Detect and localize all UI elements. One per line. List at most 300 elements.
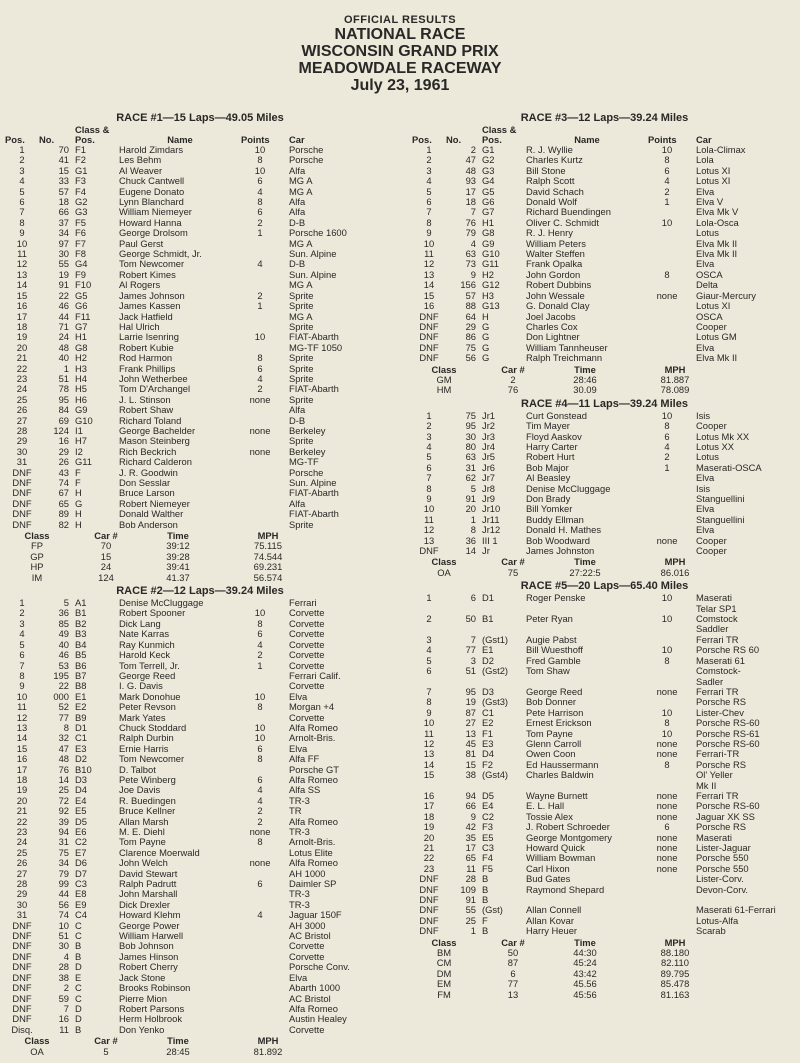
driver-name-cell: Pete Harrison	[526, 706, 584, 718]
summary-mph-cell: 86.016	[660, 566, 690, 578]
class-position-cell: G9	[482, 237, 495, 249]
driver-name-cell: Robert Hurt	[526, 451, 575, 463]
position-cell: 1	[19, 144, 25, 155]
race-2-summary-rows	[5, 1047, 323, 1057]
car-number-cell: 17	[465, 842, 476, 853]
car-cell: Comstock-	[696, 665, 741, 677]
car-number-cell: 10	[58, 919, 69, 931]
position-cell: DNF	[12, 508, 32, 520]
summary-class-cell: HP	[30, 561, 44, 573]
points-cell	[241, 457, 279, 467]
car-number-cell: 75	[58, 846, 69, 858]
position-cell: 12	[423, 524, 435, 536]
points-cell: 4	[257, 185, 263, 197]
points-cell: 4	[257, 784, 263, 796]
class-position-cell: G	[482, 331, 490, 343]
class-position-cell: G	[482, 341, 490, 353]
car-cell: Alfa	[289, 164, 306, 176]
car-number-cell: 75	[465, 409, 476, 421]
car-cell: Alfa Romeo	[289, 721, 338, 733]
car-cell: Lotus Elite	[289, 846, 333, 858]
car-number-cell: 66	[58, 206, 69, 218]
race-3-rows	[412, 145, 797, 364]
summary-class-cell: IM	[31, 571, 43, 583]
summary-car-cell: 24	[100, 561, 112, 573]
points-cell	[241, 962, 279, 972]
car-number-cell: 16	[58, 1013, 69, 1025]
points-cell: 2	[664, 451, 670, 463]
position-cell: 3	[426, 430, 432, 442]
points-cell: none	[656, 842, 678, 853]
points-cell: 2	[664, 185, 670, 197]
car-number-cell: 36	[465, 534, 476, 546]
summary-car-cell: 124	[98, 571, 114, 583]
driver-name-cell: J. L. Stinson	[119, 393, 171, 405]
car-number-cell: 71	[58, 320, 69, 332]
driver-name-cell: Curt Gonstead	[526, 409, 587, 421]
driver-name-cell: I. G. Davis	[119, 680, 163, 692]
driver-name-cell: James Kassen	[119, 300, 181, 312]
class-position-cell: G8	[482, 227, 495, 239]
car-number-cell: 38	[58, 971, 69, 983]
car-cell: MG A	[289, 185, 313, 197]
points-cell: none	[249, 393, 271, 405]
driver-name-cell: William Bowman	[526, 852, 596, 864]
position-cell: 10	[423, 237, 435, 249]
class-position-cell: H3	[75, 362, 87, 374]
driver-name-cell: Fred Gamble	[526, 654, 581, 666]
summary-class-cell: CM	[436, 957, 452, 969]
result-row	[412, 666, 797, 676]
driver-name-cell: Don Sesslar	[119, 477, 171, 488]
class-position-cell: B	[482, 894, 489, 906]
driver-name-cell: R. Buedingen	[119, 794, 176, 806]
class-position-cell: H	[75, 518, 82, 530]
summary-mph-cell: 81.892	[253, 1045, 283, 1057]
position-cell: 3	[19, 617, 25, 629]
car-number-cell: 62	[465, 472, 476, 484]
car-cell: Maserati	[696, 592, 732, 604]
points-cell: none	[656, 789, 678, 801]
car-cell: Elva	[289, 971, 308, 983]
driver-name-cell: William Harwell	[119, 930, 184, 942]
driver-name-cell: Don Brady	[526, 493, 571, 504]
car-number-cell: 37	[58, 216, 69, 228]
points-cell	[241, 488, 279, 498]
car-number-cell: 51	[465, 665, 476, 677]
class-position-cell: H	[75, 508, 82, 520]
position-cell: 21	[16, 805, 28, 817]
summary-car-cell: 87	[507, 957, 519, 969]
points-cell	[648, 546, 686, 556]
summary-class-header: Class	[431, 556, 457, 568]
driver-name-cell: Augie Pabst	[526, 633, 577, 645]
class-position-cell: III 1	[482, 534, 498, 546]
class-position-cell: C	[75, 919, 82, 931]
car-number-cell: 51	[58, 372, 69, 384]
class-position-cell: G5	[75, 289, 88, 301]
points-cell: 6	[257, 773, 263, 785]
car-cell: Sprite	[289, 289, 314, 301]
car-number-cell: 93	[465, 175, 476, 187]
car-number-cell: 75	[465, 341, 476, 353]
position-cell: 11	[17, 701, 27, 713]
class-position-cell: D4	[482, 748, 494, 760]
position-cell: 13	[16, 721, 28, 733]
car-cell: MG A	[289, 175, 313, 187]
position-cell: 11	[424, 248, 434, 260]
car-number-cell: 80	[465, 440, 476, 452]
summary-row	[5, 573, 323, 583]
car-number-cell: 8	[63, 721, 69, 733]
points-cell	[648, 353, 686, 363]
car-number-cell	[446, 781, 482, 791]
car-number-cell: 55	[465, 904, 476, 916]
driver-name-cell: Denise McCluggage	[526, 482, 611, 494]
car-cell: Delta	[696, 279, 718, 291]
driver-name-cell: Mark Donohue	[119, 690, 181, 702]
class-position-cell: B	[75, 940, 82, 952]
class-position-cell: H1	[75, 331, 87, 343]
summary-car-header: Car #	[501, 363, 525, 375]
driver-name-cell: Chuck Stoddard	[119, 721, 187, 733]
car-cell: Elva Mk II	[696, 237, 738, 249]
car-number-cell: 56	[465, 352, 476, 364]
driver-name-cell: George Montgomery	[526, 831, 612, 843]
driver-name-cell: Buddy Ellman	[526, 513, 584, 525]
race-5-rows	[412, 593, 797, 936]
class-position-cell: E3	[482, 737, 494, 749]
driver-name-cell: Chuck Cantwell	[119, 175, 185, 187]
car-cell: Cooper	[696, 320, 727, 332]
car-cell: Ferrari-TR	[696, 748, 740, 760]
car-number-cell: 7	[470, 206, 476, 218]
class-position-cell: D1	[482, 592, 494, 604]
car-number-cell: 63	[465, 451, 476, 463]
car-cell: Corvette	[289, 950, 325, 962]
summary-time-cell: 39:12	[166, 540, 190, 552]
summary-car-cell: 6	[510, 967, 516, 979]
car-number-cell: 34	[58, 227, 69, 239]
car-number-cell: 9	[470, 268, 476, 280]
position-cell: 7	[426, 685, 432, 697]
position-cell: DNF	[12, 971, 32, 983]
class-position-cell: D6	[75, 857, 87, 869]
class-position-cell: F11	[75, 310, 91, 322]
summary-mph-cell: 69.231	[253, 561, 283, 573]
car-cell: Cooper	[696, 545, 727, 557]
car-cell: Elva Mk II	[696, 248, 738, 260]
car-number-cell: 44	[58, 888, 69, 900]
race-1-block	[5, 112, 395, 583]
driver-name-cell: Tom Newcomer	[119, 258, 185, 270]
position-cell: 16	[423, 789, 435, 801]
car-cell: D-B	[289, 414, 306, 426]
class-position-cell: B	[482, 873, 489, 885]
points-cell: 8	[257, 352, 263, 364]
position-cell: 27	[16, 867, 28, 879]
driver-name-cell: George Reed	[119, 669, 176, 681]
car-number-cell: 67	[58, 487, 69, 499]
points-cell: none	[656, 737, 678, 749]
race-4-summary	[412, 557, 730, 578]
points-cell: 2	[257, 805, 263, 817]
result-row	[412, 546, 797, 556]
position-cell: DNF	[419, 914, 439, 926]
car-cell: Corvette	[289, 680, 325, 692]
points-cell: 10	[254, 690, 266, 702]
points-cell	[648, 494, 686, 504]
car-cell: Sprite	[289, 372, 314, 384]
class-position-cell: F9	[75, 268, 86, 280]
race-2-rows	[5, 598, 395, 1035]
class-position-cell: B	[482, 925, 489, 937]
driver-name-cell: Ralph Treichmann	[526, 352, 603, 364]
class-position-cell: G2	[75, 196, 88, 208]
car-cell: Lister-Corv.	[696, 873, 744, 885]
points-cell	[241, 1004, 279, 1014]
driver-name-cell: Harry Carter	[526, 440, 578, 452]
class-position-cell: G12	[482, 279, 500, 291]
car-number-cell: 46	[58, 300, 69, 312]
points-cell	[241, 671, 279, 681]
car-number-cell: 28	[58, 961, 69, 973]
class-position-cell: B	[482, 883, 489, 895]
car-cell: Corvette	[289, 638, 325, 650]
class-position-cell: Jr12	[482, 524, 501, 536]
car-cell: Porsche RS	[696, 758, 747, 770]
driver-name-cell: Tom Newcomer	[119, 753, 185, 765]
position-cell: 6	[19, 649, 25, 661]
points-cell	[648, 905, 686, 915]
points-cell	[648, 874, 686, 884]
class-position-cell: G13	[482, 300, 500, 312]
points-cell: none	[656, 534, 678, 546]
points-cell: none	[656, 852, 678, 864]
summary-mph-header: MPH	[664, 556, 686, 568]
points-cell	[241, 941, 279, 951]
race-3-summary-rows	[412, 375, 730, 396]
class-header-top: Class &	[75, 124, 110, 135]
car-number-cell: 48	[58, 753, 69, 765]
driver-name-cell: Ray Kunmich	[119, 638, 175, 650]
class-position-cell: F	[482, 914, 488, 926]
class-position-cell: G7	[482, 206, 495, 218]
driver-name-cell: Howard Klehm	[119, 909, 181, 921]
driver-name-cell: James Johnson	[119, 289, 185, 301]
class-position-cell: F7	[75, 237, 86, 249]
summary-car-cell: 50	[507, 947, 519, 959]
car-cell: Corvette	[289, 659, 325, 671]
car-number-cell: 5	[63, 597, 69, 609]
class-position-cell: D1	[75, 721, 87, 733]
car-number-cell: 78	[58, 383, 69, 395]
car-number-cell: 43	[58, 466, 69, 478]
car-cell: Alfa Romeo	[289, 815, 338, 827]
points-cell: none	[249, 445, 271, 457]
car-number-cell: 18	[465, 196, 476, 208]
car-number-cell: 40	[58, 352, 69, 364]
class-position-cell: Jr5	[482, 451, 496, 463]
driver-name-cell: Frank Opalka	[526, 258, 583, 270]
car-cell: Berkeley	[289, 424, 326, 436]
car-cell: Elva V	[696, 196, 724, 208]
result-row	[412, 916, 797, 926]
car-number-cell: 29	[58, 445, 69, 457]
result-row	[5, 754, 395, 764]
car-number-cell: 30	[465, 430, 476, 442]
car-cell: Alfa FF	[289, 753, 320, 765]
car-cell: Porsche GT	[289, 763, 340, 775]
car-cell: Lola-Climax	[696, 144, 746, 155]
car-cell: OSCA	[696, 310, 723, 322]
car-number-cell: 73	[465, 258, 476, 270]
points-cell: 4	[664, 175, 670, 187]
summary-car-cell: 75	[507, 566, 519, 578]
driver-name-cell: M. E. Diehl	[119, 826, 165, 837]
class-position-cell: F2	[482, 758, 493, 770]
points-cell	[241, 931, 279, 941]
points-cell: 4	[257, 638, 263, 650]
driver-name-cell: Les Behm	[119, 154, 162, 166]
class-position-cell: F6	[75, 227, 86, 239]
summary-time-header: Time	[574, 363, 596, 375]
car-cell: Lotus XI	[696, 164, 731, 176]
summary-class-cell: DM	[436, 967, 452, 979]
position-cell: 10	[16, 237, 28, 249]
points-header: Points	[241, 134, 270, 145]
position-cell: 14	[423, 279, 435, 291]
class-position-cell: B5	[75, 649, 87, 661]
name-header: Name	[574, 134, 600, 145]
car-cell: Elva Mk V	[696, 206, 739, 218]
car-number-cell: 74	[58, 477, 69, 488]
class-position-cell: D3	[75, 773, 87, 785]
car-cell: Lotus GM	[696, 331, 737, 343]
summary-class-cell: FP	[31, 540, 43, 552]
car-number-cell: 26	[58, 456, 69, 468]
car-number-cell: 9	[470, 810, 476, 822]
summary-time-cell: 45:56	[573, 988, 597, 1000]
car-number-cell: 48	[465, 164, 476, 176]
car-cell: Sprite	[289, 435, 314, 447]
points-cell: 1	[257, 659, 263, 671]
class-position-cell: E2	[75, 701, 87, 713]
class-position-cell: D	[75, 1013, 82, 1025]
driver-name-cell: Ralph Scott	[526, 175, 575, 187]
summary-car-header: Car #	[94, 530, 118, 542]
position-cell: DNF	[419, 341, 439, 353]
points-cell: 6	[257, 628, 263, 640]
driver-name-cell: J. R. Goodwin	[119, 466, 178, 478]
car-cell: TR	[289, 805, 302, 817]
result-row	[5, 1025, 395, 1035]
car-number-cell: 1	[63, 362, 69, 374]
result-row	[5, 650, 395, 660]
points-cell	[648, 332, 686, 342]
class-position-cell: E8	[75, 888, 87, 900]
car-number-cell: 87	[465, 706, 476, 718]
position-cell: 24	[16, 836, 28, 848]
result-row	[412, 593, 797, 603]
name-header: Name	[167, 134, 193, 145]
position-cell: 5	[426, 451, 432, 463]
position-cell: 1	[19, 597, 25, 609]
position-cell: DNF	[12, 466, 32, 478]
car-cell: Sadler	[696, 675, 724, 687]
car-number-cell: 57	[58, 185, 69, 197]
driver-name-cell: Harold Zimdars	[119, 144, 184, 155]
car-cell: Sprite	[289, 393, 314, 405]
class-position-cell: E9	[75, 898, 87, 910]
driver-name-cell: Joel Jacobs	[526, 310, 576, 322]
driver-name-cell: William Niemeyer	[119, 206, 192, 218]
car-cell: MG A	[289, 237, 313, 249]
position-cell: 5	[426, 185, 432, 197]
car-cell: Lotus XX	[696, 440, 735, 452]
car-cell: Corvette	[289, 628, 325, 640]
position-cell: 15	[423, 289, 435, 301]
summary-class-cell: OA	[437, 566, 451, 578]
class-position-cell: C1	[482, 706, 494, 718]
driver-name-cell: Ernie Harris	[119, 742, 169, 754]
car-cell: Devon-Corv.	[696, 883, 748, 895]
class-position-cell: (Gst3)	[482, 696, 509, 708]
car-number-cell: 99	[58, 878, 69, 890]
points-cell	[648, 343, 686, 353]
car-cell: Stanguellini	[696, 513, 745, 525]
summary-time-cell: 28:45	[166, 1045, 190, 1057]
points-cell	[648, 885, 686, 895]
position-cell: 4	[426, 644, 432, 656]
car-number-cell: 2	[470, 144, 476, 155]
car-number-cell: 18	[58, 196, 69, 208]
car-cell: TR-3	[289, 888, 310, 900]
position-cell: 8	[426, 482, 432, 494]
race-2-summary	[5, 1036, 323, 1057]
position-cell: 5	[19, 638, 25, 650]
class-position-cell: D2	[75, 753, 87, 765]
position-cell: 22	[423, 852, 435, 864]
car-cell: Porsche RS-61	[696, 727, 760, 739]
car-number-cell: 74	[58, 909, 69, 921]
position-cell: Disq.	[11, 1023, 33, 1035]
summary-mph-cell: 56.574	[253, 571, 283, 583]
position-cell: 22	[16, 362, 28, 374]
result-row	[412, 353, 797, 363]
car-number-cell	[446, 624, 482, 634]
driver-name-cell: Al Beasley	[526, 472, 571, 484]
class-position-cell: Jr8	[482, 482, 496, 494]
race-2-table	[5, 598, 395, 1035]
driver-name-cell: Carl Hixon	[526, 862, 570, 874]
points-cell	[241, 478, 279, 488]
position-cell: 1	[426, 409, 432, 421]
points-cell: 8	[664, 758, 670, 770]
position-cell: 12	[423, 737, 435, 749]
points-cell: 8	[257, 836, 263, 848]
position-cell: DNF	[419, 883, 439, 895]
summary-time-cell: 43:42	[573, 967, 597, 979]
class-position-cell: H	[482, 310, 489, 322]
points-cell: 10	[661, 409, 673, 421]
class-position-cell: H1	[482, 216, 494, 228]
points-cell	[648, 916, 686, 926]
car-number-cell	[446, 604, 482, 614]
position-cell: 17	[16, 310, 28, 322]
summary-car-cell: 15	[100, 550, 112, 562]
race-5-block	[412, 580, 797, 1000]
